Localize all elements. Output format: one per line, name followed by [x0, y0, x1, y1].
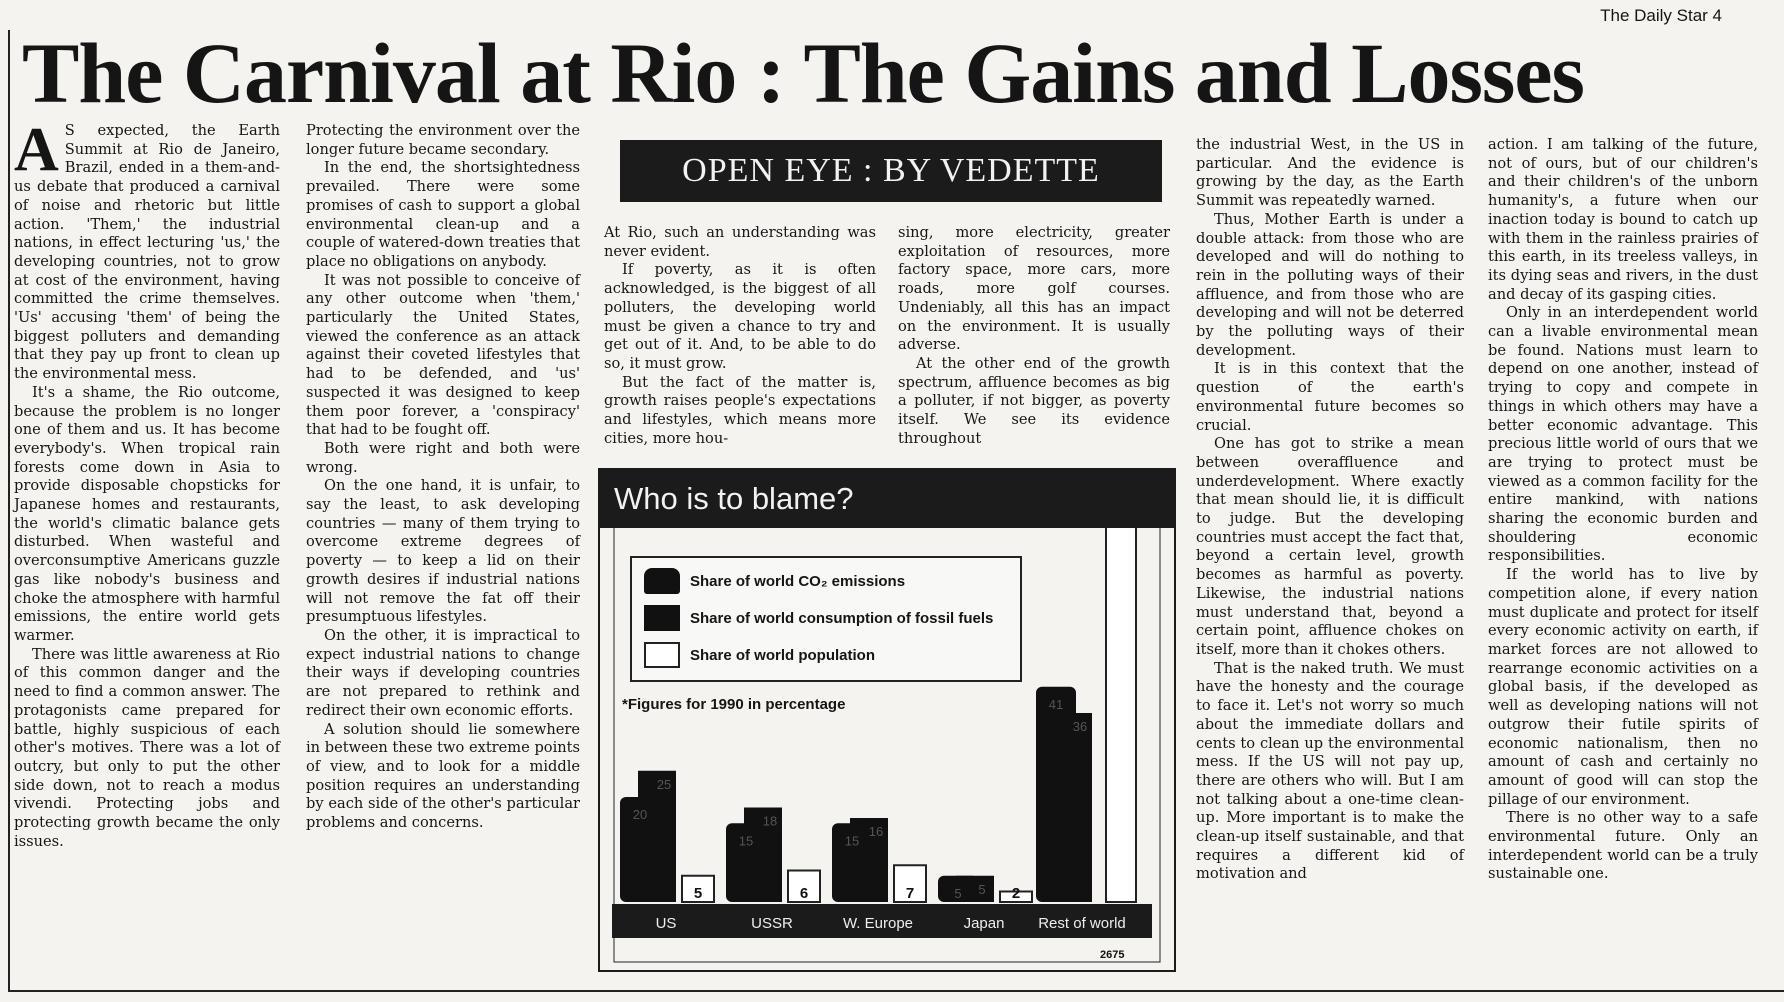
- bottom-rule: [8, 990, 1784, 992]
- paragraph: A solution should lie somewhere in between these two extreme points of view, and to look for a middle position requires an understanding by each side of the other's particular problems and concerns.: [306, 720, 580, 832]
- paragraph: action. I am talking of the future, not of ours, but of our children's and their children's of the unborn humanity's, a future when our inaction today is bound to catch up with them in the rainless prairies of this earth, in its treeless valleys, in its dying seas and rivers, in the dust and decay of its gasping cities.: [1488, 136, 1758, 303]
- article-column-1: [14, 116, 280, 851]
- paragraph: That is the naked truth. We must have the honesty and the courage to face it. Let's not worry so much about the immediate dollars and cents to clean up the environmental mess. If the US will not pay up, there are others who will. But I am not talking about a one-time clean-up. More important is to make the clean-up itself sustainable, and that requires a different kid of motivation and: [1196, 659, 1464, 883]
- paragraph: But the fact of the matter is, growth raises people's expectations and lifestyles, which means more cities, more hou-: [604, 373, 876, 447]
- chart-title: Who is to blame?: [600, 470, 1174, 528]
- paragraph: In the end, the shortsightedness prevailed. There were some promises of cash to support a global environmental clean-up and a couple of watered-down treaties that place no obligations on anybody.: [306, 159, 581, 270]
- legend-label: Share of world population: [690, 646, 875, 664]
- article-column-6: [1488, 136, 1758, 884]
- paragraph: Only in an interdependent world can a livable environmental mean be found. Nations must learn to depend on one another, instead of trying to copy and compete in things in which others may have a better economic advantage. This precious little world of ours that we are trying to protect must be viewed as a common facility for the entire mankind, with nations sharing the economic burden and shouldering economic responsibilities.: [1488, 304, 1758, 565]
- legend-item-fuels: [644, 605, 993, 631]
- chart-note: *Figures for 1990 in percentage: [622, 696, 846, 713]
- drop-cap: A: [14, 116, 59, 184]
- value-label-fossil-fuels: 16: [868, 824, 884, 839]
- paragraph: Both were right and both were wrong.: [306, 439, 580, 476]
- value-label-co2: 20: [632, 807, 648, 822]
- value-label-population: 6: [799, 885, 809, 902]
- value-label-fossil-fuels: 18: [762, 813, 778, 829]
- value-label-population: 2: [1011, 885, 1021, 902]
- article-column-4: [898, 224, 1170, 448]
- paragraph: If poverty, as it is often acknowledged, is the biggest of all polluters, the developing world must be given a chance to try and get out of it. And, to be able to do so, it must grow.: [604, 261, 876, 372]
- paragraph: sing, more electricity, greater exploitation of resources, more factory space, more cars, more roads, more golf courses. Undeniably, all this has an impact on the environment. It is usually adverse.: [898, 224, 1170, 354]
- bar-population: [1106, 482, 1136, 902]
- legend-item-population: [644, 642, 875, 668]
- value-label-co2: 15: [738, 833, 754, 849]
- legend-label: Share of world CO₂ emissions: [690, 572, 906, 590]
- headline: The Carnival at Rio : The Gains and Losses: [22, 25, 1585, 121]
- chart-plot: [600, 470, 1174, 970]
- paragraph: Protecting the environment over the longer future became secondary.: [306, 122, 580, 158]
- chart-credit: 2675: [1100, 949, 1125, 961]
- column-rule-left: [8, 30, 10, 990]
- legend-swatch: [644, 642, 680, 668]
- category-label: USSR: [751, 915, 793, 932]
- value-label-co2: 41: [1048, 696, 1064, 712]
- paragraph: It was not possible to conceive of any other outcome when 'them,' particularly the United States, viewed the conference as an attack against their coveted lifestyles that had to be defended, and 'us' suspected it was designed to keep them poor forever, a 'conspiracy' that had to be fought off.: [306, 271, 580, 439]
- paragraph: It's a shame, the Rio outcome, because the problem is no longer one of them and us. It has become everybody's. When tropical rain forests come down in Asia to provide disposable chopsticks for Japanese homes and restaurants, the world's climatic balance gets disturbed. When wasteful and overconsumptive Americans guzzle gas like nobody's business and choke the atmosphere with harmful emissions, the entire world gets warmer.: [14, 383, 280, 644]
- paragraph: One has got to strike a mean between overaffluence and underdevelopment. Where exactly that mean should lie, it is difficult to judge. But the developing countries must accept the fact that, beyond a certain level, growth becomes as harmful as poverty. Likewise, the industrial nations must understand that, beyond a certain point, affluence chokes on itself, more than it chokes others.: [1196, 435, 1464, 658]
- paragraph: There was little awareness at Rio of this common danger and the need to find a common answer. The protagonists came prepared for battle, highly suspicious of each other's motives. There was a lot of outcry, but only to put the other side down, not to reach a modus vivendi. Protecting jobs and protecting growth became the only issues.: [14, 645, 280, 850]
- paragraph: Thus, Mother Earth is under a double attack: from those who are developed and will do nothing to rein in the polluting ways of their affluence, and from those who are developing and will not be deterred by the polluting ways of their development.: [1196, 210, 1464, 359]
- category-label: Rest of world: [1038, 915, 1126, 932]
- paragraph: There is no other way to a safe environmental future. Only an interdependent world can be a truly sustainable one.: [1488, 809, 1758, 883]
- value-label-fossil-fuels: 5: [978, 881, 986, 897]
- value-label-fossil-fuels: 36: [1072, 719, 1088, 734]
- paragraph: It is in this context that the question of the earth's environmental future becomes so crucial.: [1196, 360, 1464, 434]
- legend-item-co2: [644, 568, 905, 594]
- category-label: W. Europe: [842, 915, 914, 932]
- paragraph: the industrial West, in the US in particular. And the evidence is growing by the day, as the Earth Summit was repeatedly warned.: [1196, 136, 1464, 210]
- article-column-3: [604, 224, 876, 448]
- category-label: Japan: [963, 915, 1005, 932]
- value-label-co2: 5: [954, 885, 962, 901]
- article-column-5: [1196, 136, 1464, 884]
- paragraph: On the one hand, it is unfair, to say the least, to ask developing countries — many of them trying to overcome extreme degrees of poverty — to keep a lid on their growth desires if industrial nations will not remove the fat off their presumptuous lifestyles.: [306, 477, 580, 626]
- chart-legend: [630, 556, 1022, 682]
- paragraph: At Rio, such an understanding was never evident.: [604, 224, 876, 260]
- value-label-fossil-fuels: 25: [656, 776, 672, 792]
- value-label-population: 5: [693, 885, 703, 902]
- paragraph: On the other, it is impractical to expect industrial nations to change their ways if developing countries are not prepared to rethink and redirect their own economic efforts.: [306, 626, 580, 719]
- column-banner: OPEN EYE : BY VEDETTE: [620, 140, 1162, 202]
- legend-swatch: [644, 568, 680, 594]
- bar-co2: [1036, 687, 1076, 902]
- article-column-2: [306, 122, 580, 833]
- masthead: The Daily Star 4: [1600, 6, 1722, 25]
- category-label: US: [655, 915, 677, 932]
- value-label-population: 7: [905, 885, 915, 902]
- chart: [598, 468, 1176, 972]
- paragraph: If the world has to live by competition alone, if every nation must duplicate and protect for itself every economic activity on earth, if market forces are not allowed to rearrange economic activities on a global basis, if the developed as well as developing nations will not outgrow their futile spirits of economic nationalism, then no amount of cash and certainly no amount of good will can stop the pillage of our environment.: [1488, 566, 1758, 808]
- paragraph: At the other end of the growth spectrum, affluence becomes as big a polluter, if not bigger, as poverty itself. We see its evidence throughout: [898, 354, 1170, 447]
- value-label-co2: 15: [844, 833, 860, 849]
- legend-label: Share of world consumption of fossil fuels: [690, 609, 994, 627]
- legend-swatch: [644, 605, 680, 631]
- paragraph: S expected, the Earth Summit at Rio de Janeiro, Brazil, ended in a them-and-us debate that produced a carnival of noise and rhetoric but little action. 'Them,' the industrial nations, in effect lecturing 'us,' the developing countries, not to grow at cost of the environment, having committed the crime themselves. 'Us' accusing 'them' of being the biggest polluters and demanding that they pay up front to clean up the environmental mess.: [14, 122, 280, 383]
